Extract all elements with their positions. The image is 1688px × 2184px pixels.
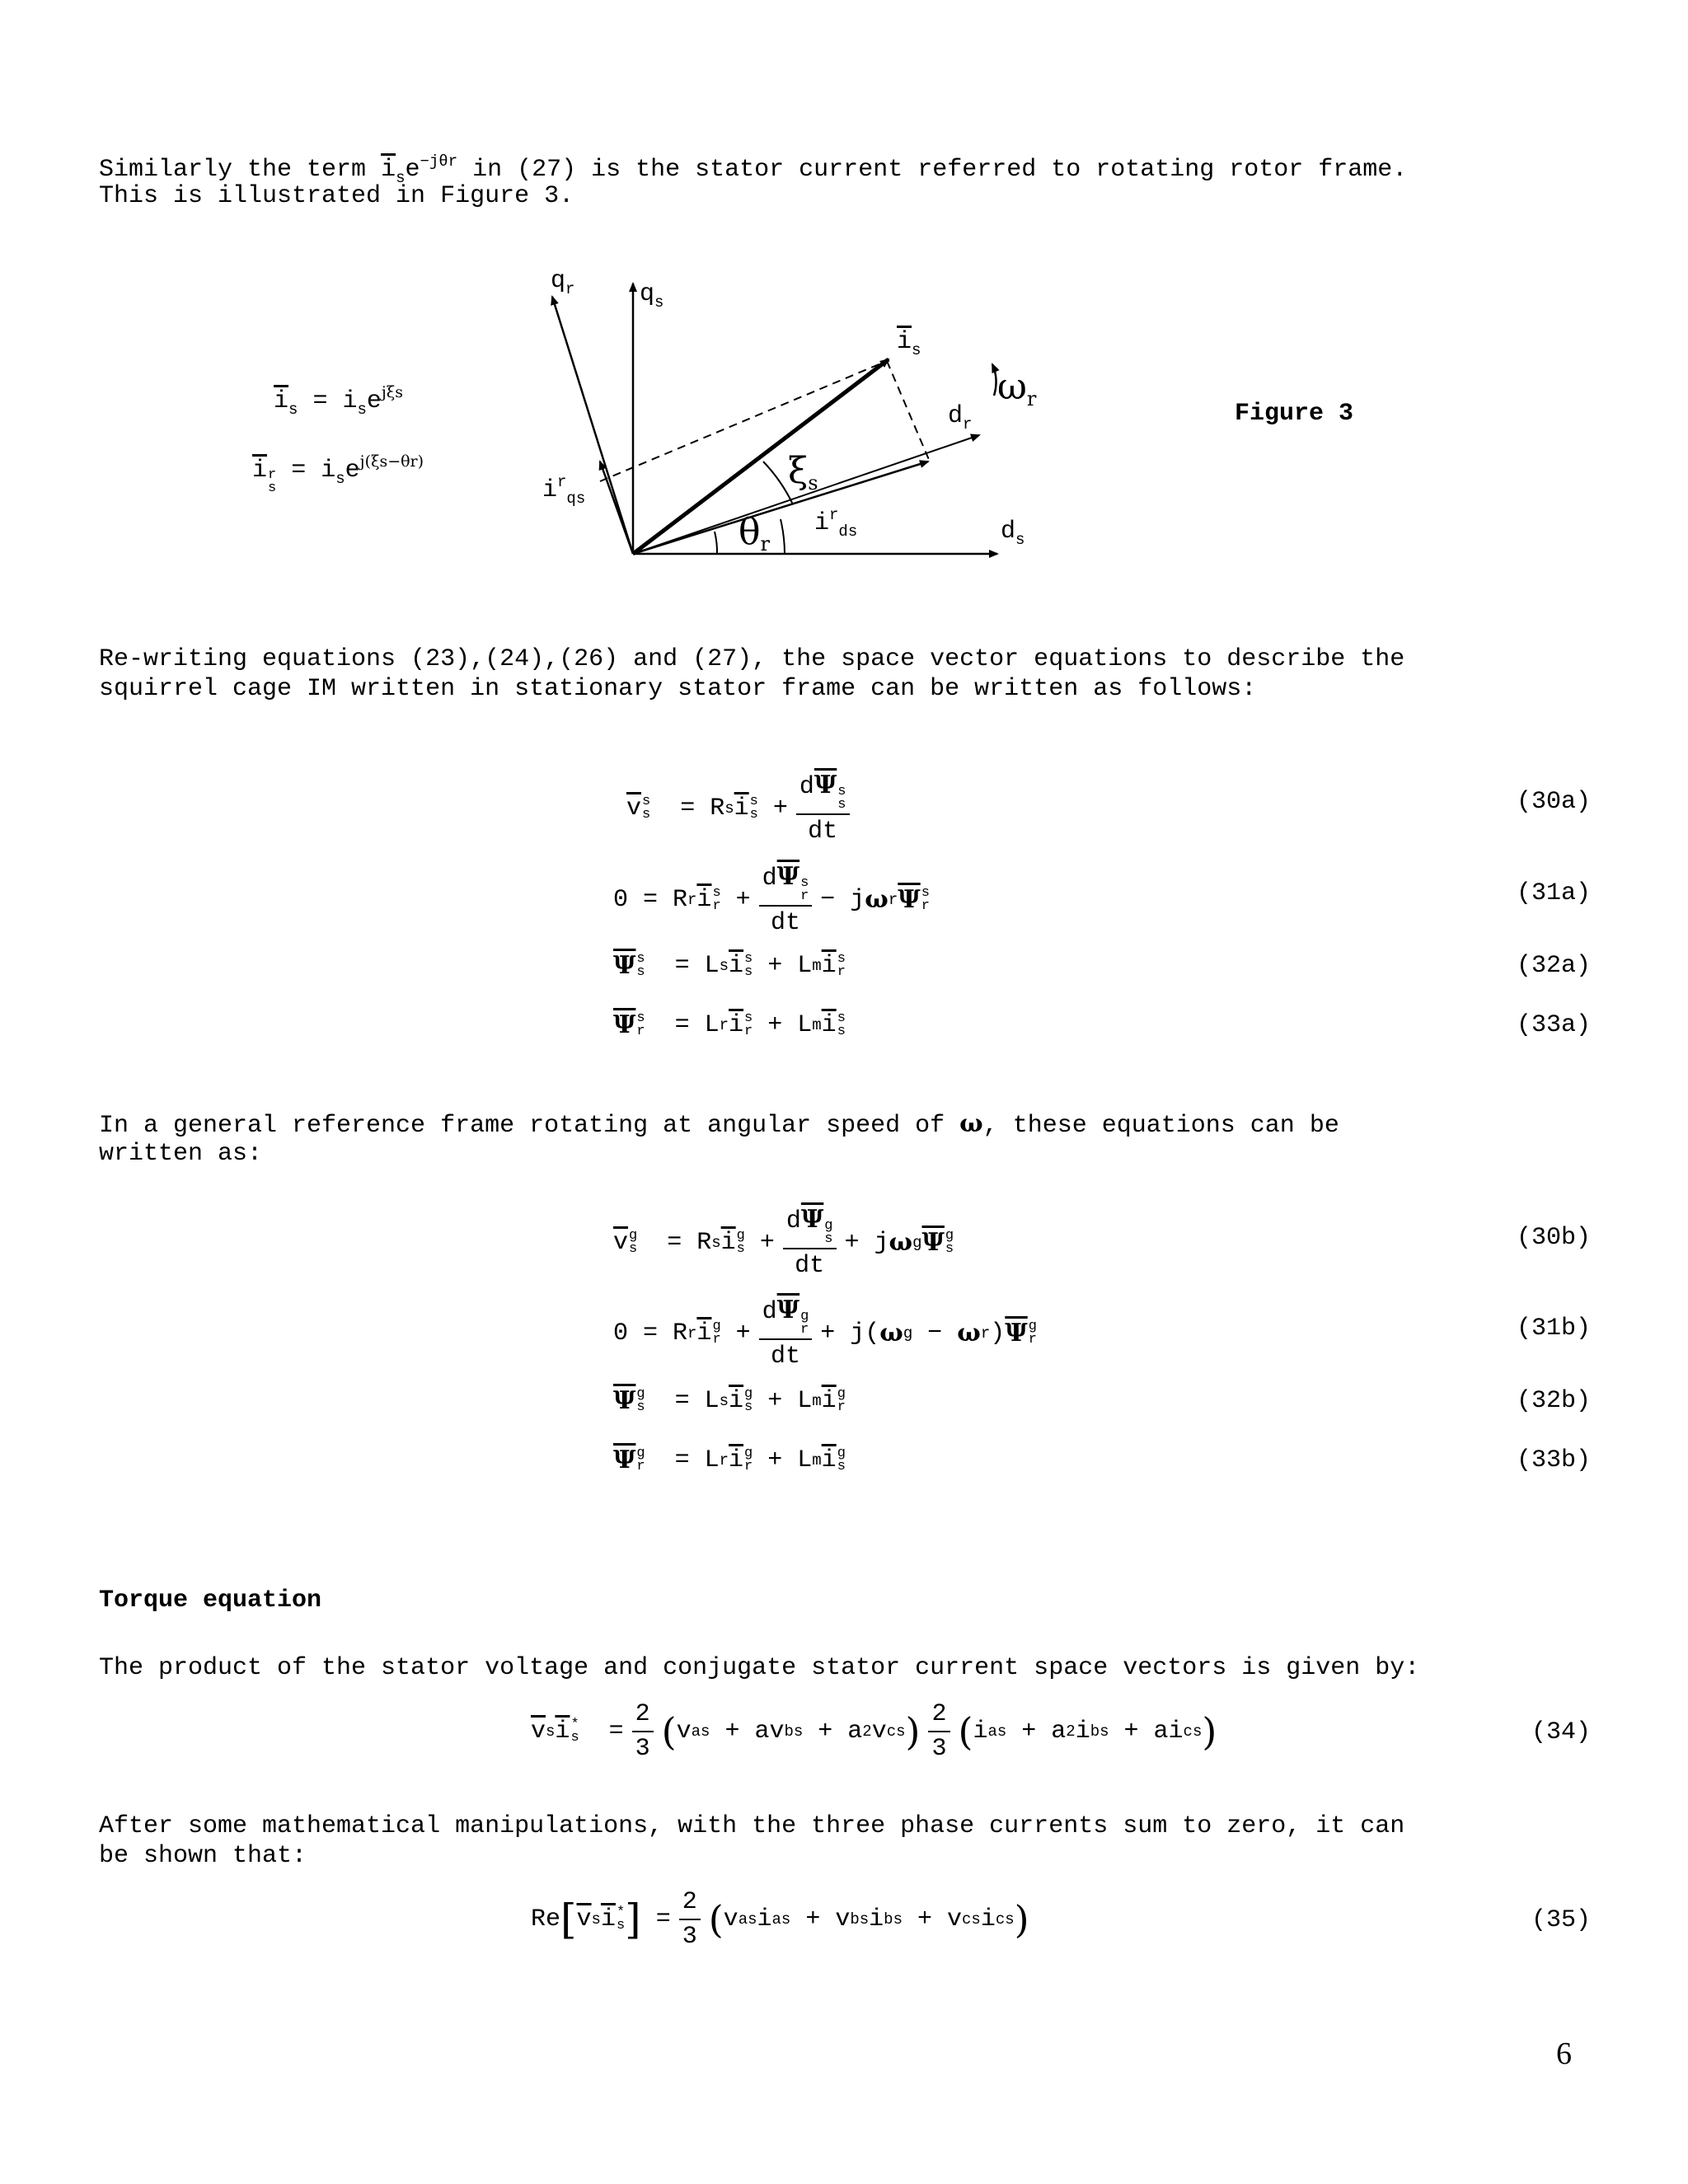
equation-34: $\overline{v}$ s $\overline{i}$ * s = $\frac{2}{3}$ ( v as + av bs + a 2 v cs ) $\frac{2}{3}$ ( i as + a 2 i bs + ai cs ) — [531, 1700, 1217, 1763]
equation-33b: $\overline{\Psi}$ g r = L r $\overline{i}$ g r + L m $\overline{i}$ g s — [613, 1446, 846, 1474]
equation-number-33b: (33b) — [1516, 1446, 1591, 1474]
figure-equation-2: $\overline{i}$ r s = $i_se^{j(\xi s-\theta r)}$ — [252, 452, 424, 496]
figure-caption: Figure 3 — [1235, 400, 1354, 428]
equation-number-34: (34) — [1531, 1718, 1591, 1746]
label-dr: $d_r$ — [948, 402, 973, 434]
page-number: 6 — [1556, 2036, 1572, 2071]
projection-dashed-1 — [600, 361, 887, 481]
qr-axis — [552, 297, 633, 554]
theta-arc-outer — [781, 519, 785, 554]
para2-line-1: Re-writing equations (23),(24),(26) and (27), the space vector equations to describe the — [99, 645, 1405, 673]
label-qs: $q_s$ — [640, 280, 664, 312]
equation-35: Re [ $\overline{v}$ s $\overline{i}$ * s ] = $\frac{2}{3}$ ( v as i as + v bs i bs + v cs i cs ) — [531, 1888, 1029, 1951]
projection-dashed-2 — [887, 361, 930, 462]
para2-line-2: squirrel cage IM written in stationary stator frame can be written as follows: — [99, 675, 1257, 703]
equation-number-31b: (31b) — [1516, 1315, 1591, 1343]
para3-line-1: In a general reference frame rotating at angular speed of ω, these equations can be — [99, 1109, 1339, 1140]
equation-32a: $\overline{\Psi}$ s s = L s $\overline{i}$ s s + L m $\overline{i}$ s r — [613, 951, 846, 980]
irqs-vector — [600, 462, 633, 554]
equation-33a: $\overline{\Psi}$ s r = L r $\overline{i}$ s r + L m $\overline{i}$ s s — [613, 1010, 846, 1039]
equation-number-30a: (30a) — [1516, 788, 1591, 816]
label-irqs: $i^r_{qs}$ — [542, 473, 586, 508]
torque-para-2-line-2: be shown that: — [99, 1842, 307, 1870]
equation-30a: $\overline{v}$ s s = R s $\overline{i}$ s s + $d\overline{\Psi}$ s s dt — [626, 771, 858, 846]
irds-vector — [633, 462, 928, 554]
label-stator-current: $\overline{i}_s$ — [897, 328, 921, 359]
section-heading-torque: Torque equation — [99, 1586, 322, 1615]
label-qr: $q_r$ — [551, 267, 575, 298]
figure-3-diagram — [528, 264, 1055, 577]
intro-line-2: This is illustrated in Figure 3. — [99, 182, 574, 210]
label-ds: $d_s$ — [1001, 518, 1025, 549]
equation-number-35: (35) — [1531, 1906, 1591, 1934]
equation-number-30b: (30b) — [1516, 1224, 1591, 1252]
label-theta-r: $\theta_r$ — [738, 511, 770, 555]
equation-number-32b: (32b) — [1516, 1387, 1591, 1415]
label-omega-r: $\omega_r$ — [997, 366, 1037, 410]
label-xi-s: $\xi_s$ — [788, 450, 818, 494]
equation-30b: $\overline{v}$ g s = R s $\overline{i}$ g s + $d\overline{\Psi}$ g s dt + j ω g $\overline{\Psi}$ g s — [613, 1205, 954, 1280]
torque-para-1: The product of the stator voltage and conjugate stator current space vectors is given by: — [99, 1654, 1420, 1682]
figure-equation-1: $\overline{i}_s = i_se^{j\xi s}$ — [274, 383, 403, 419]
intro-line-1: Similarly the term $\overline{i}_se^{-j\theta r}$ in (27) is the stator current referred to rotating rotor frame. — [99, 152, 1408, 187]
equation-number-33a: (33a) — [1516, 1011, 1591, 1039]
label-irds: $i^r_{ds}$ — [814, 506, 858, 541]
equation-number-32a: (32a) — [1516, 952, 1591, 980]
equation-number-31a: (31a) — [1516, 879, 1591, 907]
torque-para-2-line-1: After some mathematical manipulations, with the three phase currents sum to zero, it can — [99, 1812, 1405, 1840]
equation-32b: $\overline{\Psi}$ g s = L s $\overline{i}$ g s + L m $\overline{i}$ g r — [613, 1386, 846, 1415]
equation-31b: 0 = R r $\overline{i}$ g r + $d\overline{\Psi}$ g r dt + j( ω g − ω r ) $\overline{\Psi}$ g r — [613, 1296, 1037, 1371]
theta-arc — [715, 532, 717, 554]
equation-31a: 0 = R r $\overline{i}$ s r + $d\overline{\Psi}$ s r dt − j ω r $\overline{\Psi}$ s r — [613, 862, 930, 937]
omega-rotation-arrow — [992, 364, 996, 396]
para3-line-2: written as: — [99, 1140, 263, 1168]
